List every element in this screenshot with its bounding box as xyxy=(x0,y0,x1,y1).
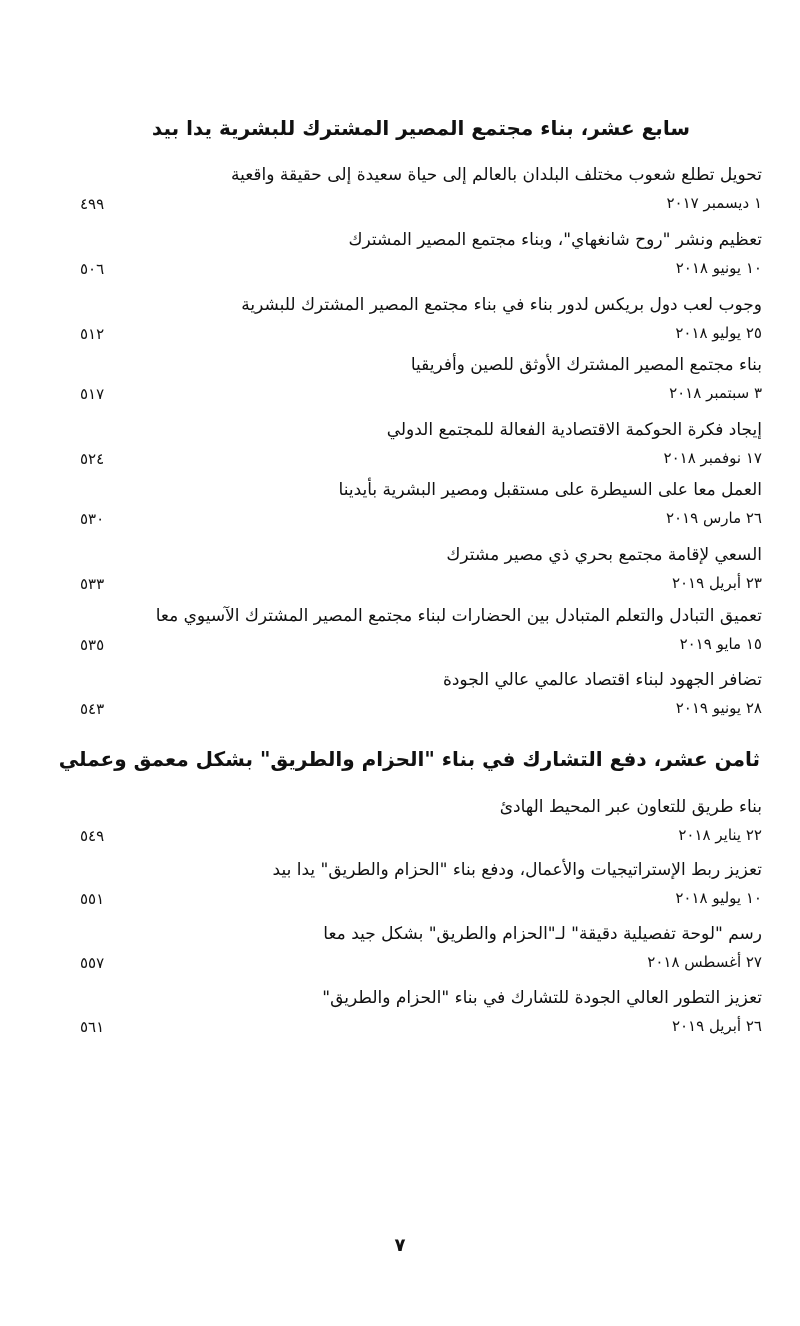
entry-date: ١٠ يوليو ٢٠١٨ xyxy=(675,889,762,907)
entry-date: ٢٢ يناير ٢٠١٨ xyxy=(678,826,762,844)
entry-page-number: ٥١٢ xyxy=(80,325,105,343)
toc-entry xyxy=(0,480,800,540)
toc-entry xyxy=(0,797,800,857)
toc-entry xyxy=(0,924,800,984)
entry-page-number: ٥١٧ xyxy=(80,385,105,403)
toc-entry xyxy=(0,606,800,666)
entry-title: تضافر الجهود لبناء اقتصاد عالمي عالي الجودة xyxy=(442,670,762,690)
entry-date: ٢٣ أبريل ٢٠١٩ xyxy=(671,574,762,592)
entry-title: رسم "لوحة تفصيلية دقيقة" لـ"الحزام والطريق" بشكل جيد معا xyxy=(323,924,762,944)
section-17-heading: سابع عشر، بناء مجتمع المصير المشترك للبشرية يدا بيد xyxy=(151,116,690,140)
entry-date: ١٥ مايو ٢٠١٩ xyxy=(679,635,762,653)
entry-date: ١٠ يونيو ٢٠١٨ xyxy=(675,259,762,277)
entry-date: ٢٨ يونيو ٢٠١٩ xyxy=(675,699,762,717)
entry-date: ٢٦ أبريل ٢٠١٩ xyxy=(671,1017,762,1035)
entry-title: تعزيز التطور العالي الجودة للتشارك في بناء "الحزام والطريق" xyxy=(322,988,762,1008)
entry-title: إيجاد فكرة الحوكمة الاقتصادية الفعالة للمجتمع الدولي xyxy=(386,420,762,440)
entry-title: السعي لإقامة مجتمع بحري ذي مصير مشترك xyxy=(446,545,762,565)
section-18-heading: ثامن عشر، دفع التشارك في بناء "الحزام والطريق" بشكل معمق وعملي xyxy=(58,747,760,771)
toc-entry xyxy=(0,670,800,730)
entry-page-number: ٥٢٤ xyxy=(80,450,105,468)
entry-date: ٢٧ أغسطس ٢٠١٨ xyxy=(647,953,762,971)
toc-entry xyxy=(0,420,800,480)
entry-title: تعميق التبادل والتعلم المتبادل بين الحضارات لبناء مجتمع المصير المشترك الآسيوي معا xyxy=(155,606,762,626)
entry-date: ٣ سبتمبر ٢٠١٨ xyxy=(669,384,762,402)
entry-title: بناء طريق للتعاون عبر المحيط الهادئ xyxy=(499,797,762,817)
entry-page-number: ٥٠٦ xyxy=(80,260,105,278)
entry-date: ٢٥ يوليو ٢٠١٨ xyxy=(675,324,762,342)
toc-entry xyxy=(0,355,800,415)
page-number: ٧ xyxy=(394,1235,406,1256)
toc-entry xyxy=(0,860,800,920)
entry-title: وجوب لعب دول بريكس لدور بناء في بناء مجتمع المصير المشترك للبشرية xyxy=(241,295,762,315)
entry-date: ٢٦ مارس ٢٠١٩ xyxy=(665,509,762,527)
entry-page-number: ٤٩٩ xyxy=(80,195,105,213)
entry-page-number: ٥٥١ xyxy=(80,890,105,908)
entry-page-number: ٥٣٣ xyxy=(80,575,105,593)
entry-date: ١ ديسمبر ٢٠١٧ xyxy=(666,194,762,212)
entry-page-number: ٥٤٣ xyxy=(80,700,105,718)
entry-title: تحويل تطلع شعوب مختلف البلدان بالعالم إلى حياة سعيدة إلى حقيقة واقعية xyxy=(230,165,762,185)
entry-title: العمل معا على السيطرة على مستقبل ومصير البشرية بأيدينا xyxy=(338,480,762,500)
entry-page-number: ٥٥٧ xyxy=(80,954,105,972)
toc-entry xyxy=(0,165,800,225)
entry-title: بناء مجتمع المصير المشترك الأوثق للصين وأفريقيا xyxy=(410,355,762,375)
toc-entry xyxy=(0,988,800,1048)
toc-entry xyxy=(0,230,800,290)
toc-entry xyxy=(0,545,800,605)
entry-title: تعظيم ونشر "روح شانغهاي"، وبناء مجتمع المصير المشترك xyxy=(348,230,762,250)
entry-page-number: ٥٤٩ xyxy=(80,827,105,845)
entry-page-number: ٥٣٥ xyxy=(80,636,105,654)
entry-page-number: ٥٦١ xyxy=(80,1018,105,1036)
entry-date: ١٧ نوفمبر ٢٠١٨ xyxy=(663,449,762,467)
toc-entry xyxy=(0,295,800,355)
entry-title: تعزيز ربط الإستراتيجيات والأعمال، ودفع بناء "الحزام والطريق" يدا بيد xyxy=(272,860,762,880)
entry-page-number: ٥٣٠ xyxy=(80,510,105,528)
